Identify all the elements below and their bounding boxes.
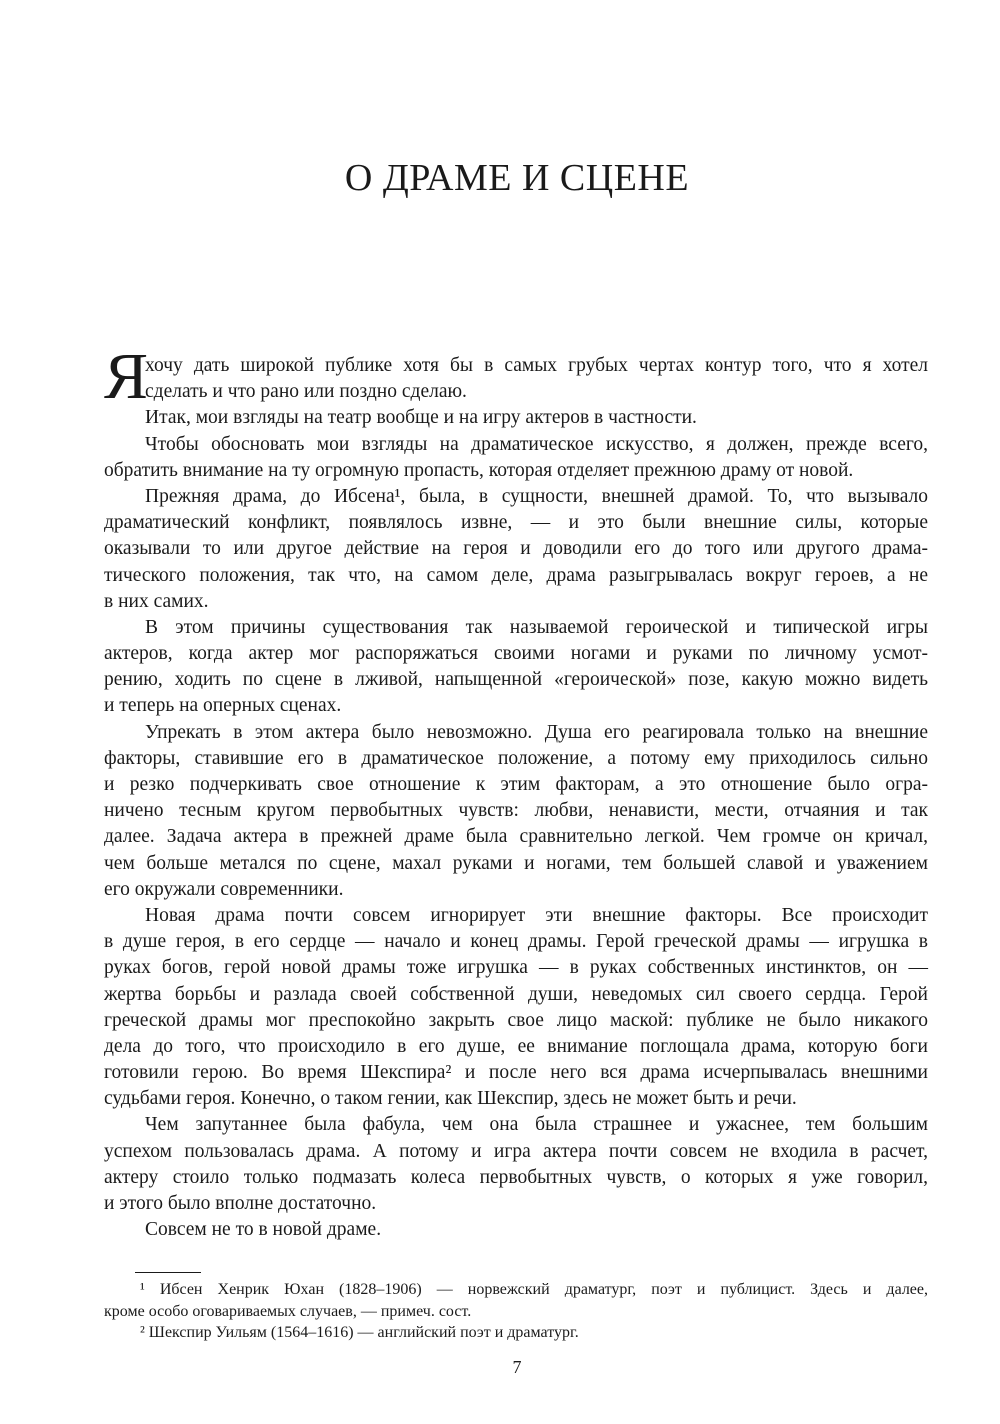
- text-line: оказывали то или другое действие на героя и доводили его до того или другого драма-: [104, 538, 928, 560]
- text-line: в душе героя, в его сердце — начало и конец драмы. Герой греческой драмы — игрушка в: [104, 931, 928, 953]
- text-line: рению, ходить по сцене в лживой, напыщенной «героической» позе, какую можно видеть: [104, 669, 928, 691]
- footnote-line: ² Шекспир Уильям (1564–1616) — английский поэт и драматург.: [140, 1324, 579, 1341]
- text-line: и теперь на оперных сценах.: [104, 695, 342, 717]
- page-number: 7: [512, 1357, 522, 1377]
- text-line: актеру стоило только подмазать колеса первобытных чувств, о которых я уже говорил,: [104, 1166, 928, 1188]
- text-line: Чтобы обосновать мои взгляды на драматическое искусство, я должен, прежде всего,: [145, 433, 928, 455]
- body-text: [104, 340, 928, 1243]
- text-line: успехом пользовалась драма. А потому и игра актера почти совсем не входила в расчет,: [104, 1140, 928, 1162]
- text-line: судьбами героя. Конечно, о таком гении, как Шекспир, здесь не может быть и речи.: [104, 1088, 797, 1110]
- text-line: в них самих.: [104, 590, 209, 612]
- text-line: и этого было вполне достаточно.: [104, 1193, 377, 1214]
- text-line: Упрекать в этом актера было невозможно. Душа его реагировала только на внешние: [145, 721, 928, 743]
- text-line: Новая драма почти совсем игнорирует эти внешние факторы. Все происходит: [145, 904, 928, 926]
- text-line: Итак, мои взгляды на театр вообще и на игру актеров в частности.: [145, 407, 697, 429]
- footnote-line: кроме особо оговариваемых случаев, — примеч. сост.: [104, 1302, 472, 1320]
- text-line: ничено тесным кругом первобытных чувств: любви, ненависти, мести, отчаяния и так: [104, 800, 928, 822]
- text-line: жертва борьбы и разлада своей собственной души, неведомых сил своего сердца. Герой: [104, 983, 928, 1005]
- text-line: хочу дать широкой публике хотя бы в самых грубых чертах контур того, что я хотел: [145, 355, 928, 376]
- text-line: дела до того, что происходило в его душе, ее внимание поглощала драма, которую боги: [104, 1035, 928, 1057]
- text-line: тического положения, так что, на самом деле, драма разыгрывалась вокруг героев, а не: [104, 564, 928, 586]
- text-line: драматический конфликт, появлялось извне, — и это были внешние силы, которые: [104, 512, 928, 534]
- footnote-separator: [135, 1272, 201, 1273]
- text-line: Совсем не то в новой драме.: [145, 1219, 382, 1241]
- text-line: актеров, когда актер мог распоряжаться своими ногами и руками по личному усмот-: [104, 643, 928, 665]
- text-line: греческой драмы мог преспокойно закрыть свое лицо маской: публике не было никакого: [104, 1009, 928, 1031]
- text-line: Прежняя драма, до Ибсена¹, была, в сущности, внешней драмой. То, что вызывало: [145, 485, 928, 507]
- text-line: далее. Задача актера в прежней драме была сравнительно легкой. Чем громче он кричал,: [104, 826, 928, 848]
- footnote-line: ¹ Ибсен Хенрик Юхан (1828–1906) — норвежский драматург, поэт и публицист. Здесь и далее,: [140, 1281, 928, 1298]
- text-line: и резко подчеркивать свое отношение к этим факторам, а это отношение было огра-: [104, 774, 928, 795]
- text-line: обратить внимание на ту огромную пропасть, которая отделяет прежнюю драму от новой.: [104, 459, 854, 481]
- text-line: руках богов, герой новой драмы тоже игрушка — в руках собственных инстинктов, он —: [104, 957, 928, 979]
- text-line: В этом причины существования так называемой героической и типической игры: [145, 616, 928, 638]
- footnotes: [104, 1279, 928, 1344]
- chapter-title: О ДРАМЕ И СЦЕНЕ: [344, 157, 690, 199]
- text-line: его окружали современники.: [104, 878, 344, 900]
- text-line: сделать и что рано или поздно сделаю.: [145, 381, 467, 403]
- text-line: готовили герою. Во время Шекспира² и после него вся драма исчерпывалась внешними: [104, 1062, 928, 1084]
- text-line: факторы, ставившие его в драматическое положение, а потому ему приходилось сильно: [104, 747, 928, 769]
- drop-cap: Я: [104, 340, 149, 413]
- text-line: Чем запутаннее была фабула, чем она была страшнее и ужаснее, тем большим: [145, 1114, 928, 1136]
- text-line: чем больше метался по сцене, махал руками и ногами, тем большей славой и уважением: [104, 852, 928, 874]
